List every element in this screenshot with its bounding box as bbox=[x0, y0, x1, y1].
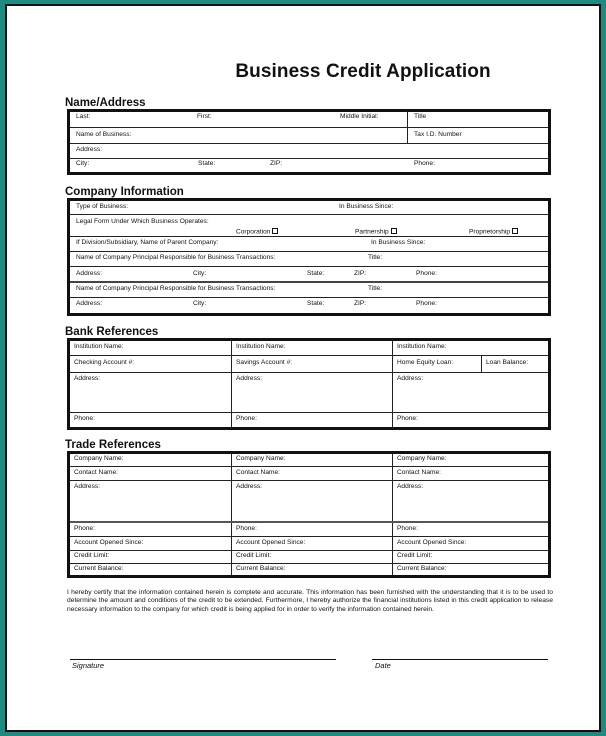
document-frame bbox=[5, 4, 601, 732]
trade-1-address-cell[interactable] bbox=[70, 481, 232, 521]
type-of-business-row bbox=[70, 201, 548, 215]
savings-account-field[interactable]: Savings Account #: bbox=[236, 359, 293, 366]
bank-1-institution-field[interactable]: Institution Name: bbox=[74, 343, 124, 350]
address-field[interactable]: Address: bbox=[76, 146, 103, 153]
trade-2-company-field[interactable]: Company Name: bbox=[236, 455, 286, 462]
state-field[interactable]: State: bbox=[198, 160, 216, 167]
trade-1-company-cell[interactable] bbox=[70, 454, 232, 466]
trade-3-opened-field[interactable]: Account Opened Since: bbox=[397, 539, 467, 546]
trade-refs-table bbox=[67, 451, 551, 578]
section-heading-company-info: Company Information bbox=[65, 186, 184, 198]
bank-3-institution-cell[interactable] bbox=[393, 341, 548, 355]
signature-label: Signature bbox=[72, 661, 105, 670]
section-heading-bank-refs: Bank References bbox=[65, 326, 159, 338]
bank-1-address-cell[interactable] bbox=[70, 373, 232, 412]
bank-3-address-field[interactable]: Address: bbox=[397, 375, 424, 382]
trade-1-phone-cell[interactable] bbox=[70, 523, 232, 536]
bank-refs-table bbox=[67, 338, 551, 430]
section-heading-name-address: Name/Address bbox=[65, 97, 146, 109]
loan-balance-cell[interactable] bbox=[482, 356, 548, 372]
phone-field[interactable]: Phone: bbox=[414, 160, 435, 167]
parent-company-field[interactable]: If Division/Subsidiary, Name of Parent Company: bbox=[76, 239, 219, 246]
principal-2-address-field[interactable]: Address: bbox=[76, 300, 103, 307]
corporation-checkbox[interactable] bbox=[272, 228, 278, 234]
company-info-table bbox=[67, 198, 551, 316]
parent-company-row bbox=[70, 237, 548, 252]
city-row bbox=[70, 159, 548, 172]
principal-1-state-field[interactable]: State: bbox=[307, 270, 325, 277]
title-field[interactable]: Title bbox=[414, 113, 427, 120]
signature-line[interactable] bbox=[70, 659, 336, 660]
trade-3-contact-cell[interactable] bbox=[393, 467, 548, 480]
trade-company-row bbox=[70, 454, 548, 467]
name-row bbox=[70, 112, 548, 128]
checking-account-cell[interactable] bbox=[70, 356, 232, 372]
bank-2-address-cell[interactable] bbox=[232, 373, 393, 412]
proprietorship-checkbox[interactable] bbox=[512, 228, 518, 234]
principal-1-row bbox=[70, 252, 548, 267]
trade-1-opened-cell[interactable] bbox=[70, 537, 232, 550]
partnership-option[interactable] bbox=[355, 228, 397, 237]
trade-contact-row bbox=[70, 467, 548, 481]
home-equity-cell bbox=[393, 356, 548, 372]
trade-credit-limit-row bbox=[70, 551, 548, 564]
bank-2-phone-cell[interactable] bbox=[232, 413, 393, 427]
trade-2-company-cell[interactable] bbox=[232, 454, 393, 466]
principal-2-row bbox=[70, 283, 548, 298]
trade-2-opened-cell[interactable] bbox=[232, 537, 393, 550]
checking-account-field[interactable]: Checking Account #: bbox=[74, 359, 135, 366]
principal-1-title-field[interactable]: Title: bbox=[368, 254, 383, 261]
bank-1-address-field[interactable]: Address: bbox=[74, 375, 101, 382]
principal-2-name-field[interactable]: Name of Company Principal Responsible for Business Transactions: bbox=[76, 285, 276, 292]
trade-2-phone-field[interactable]: Phone: bbox=[236, 525, 257, 532]
principal-1-zip-field[interactable]: ZIP: bbox=[354, 270, 367, 277]
bank-address-row bbox=[70, 373, 548, 413]
trade-1-credit-limit-cell[interactable] bbox=[70, 551, 232, 563]
trade-2-opened-field[interactable]: Account Opened Since: bbox=[236, 539, 306, 546]
partnership-label: Partnership bbox=[355, 228, 389, 236]
trade-balance-row bbox=[70, 564, 548, 575]
tax-id-field[interactable]: Tax I.D. Number bbox=[414, 131, 462, 138]
trade-2-contact-field[interactable]: Contact Name: bbox=[236, 469, 280, 476]
savings-account-cell[interactable] bbox=[232, 356, 393, 372]
trade-1-balance-field[interactable]: Current Balance: bbox=[74, 565, 124, 572]
trade-1-contact-field[interactable]: Contact Name: bbox=[74, 469, 118, 476]
home-equity-loan-field[interactable]: Home Equity Loan: bbox=[397, 359, 454, 366]
date-label: Date bbox=[375, 661, 391, 670]
principal-2-city-field[interactable]: City: bbox=[193, 300, 207, 307]
business-name-row bbox=[70, 128, 548, 144]
trade-opened-row bbox=[70, 537, 548, 551]
bank-2-institution-cell[interactable] bbox=[232, 341, 393, 355]
bank-3-phone-field[interactable]: Phone: bbox=[397, 415, 418, 422]
legal-form-row bbox=[70, 215, 548, 237]
trade-phone-row bbox=[70, 523, 548, 537]
trade-1-credit-limit-field[interactable]: Credit Limit: bbox=[74, 552, 110, 559]
trade-2-credit-limit-field[interactable]: Credit Limit: bbox=[236, 552, 272, 559]
parent-in-business-since-field[interactable]: In Business Since: bbox=[371, 239, 426, 246]
partnership-checkbox[interactable] bbox=[391, 228, 397, 234]
principal-2-state-field[interactable]: State: bbox=[307, 300, 325, 307]
in-business-since-field[interactable]: In Business Since: bbox=[339, 203, 394, 210]
trade-1-contact-cell[interactable] bbox=[70, 467, 232, 480]
name-address-table bbox=[67, 109, 551, 175]
trade-3-balance-field[interactable]: Current Balance: bbox=[397, 565, 447, 572]
bank-2-phone-field[interactable]: Phone: bbox=[236, 415, 257, 422]
bank-institution-row bbox=[70, 341, 548, 356]
bank-1-phone-cell[interactable] bbox=[70, 413, 232, 427]
last-name-field[interactable]: Last: bbox=[76, 113, 91, 120]
trade-2-phone-cell[interactable] bbox=[232, 523, 393, 536]
trade-3-address-cell[interactable] bbox=[393, 481, 548, 521]
trade-1-phone-field[interactable]: Phone: bbox=[74, 525, 95, 532]
trade-3-credit-limit-field[interactable]: Credit Limit: bbox=[397, 552, 433, 559]
trade-1-address-field[interactable]: Address: bbox=[74, 483, 101, 490]
trade-3-company-cell[interactable] bbox=[393, 454, 548, 466]
credit-application-page bbox=[7, 6, 599, 730]
trade-2-credit-limit-cell[interactable] bbox=[232, 551, 393, 563]
trade-1-company-field[interactable]: Company Name: bbox=[74, 455, 124, 462]
page-title: Business Credit Application bbox=[235, 61, 491, 82]
bank-2-address-field[interactable]: Address: bbox=[236, 375, 263, 382]
loan-balance-field[interactable]: Loan Balance: bbox=[486, 359, 529, 366]
corporation-label: Corporation bbox=[236, 228, 271, 236]
trade-2-balance-field[interactable]: Current Balance: bbox=[236, 565, 286, 572]
section-heading-trade-refs: Trade References bbox=[65, 439, 161, 451]
home-equity-loan-cell[interactable] bbox=[393, 356, 482, 372]
principal-1-phone-field[interactable]: Phone: bbox=[416, 270, 437, 277]
principal-1-address-field[interactable]: Address: bbox=[76, 270, 103, 277]
date-line[interactable] bbox=[372, 659, 548, 660]
principal-2-phone-field[interactable]: Phone: bbox=[416, 300, 437, 307]
bank-phone-row bbox=[70, 413, 548, 427]
bank-1-phone-field[interactable]: Phone: bbox=[74, 415, 95, 422]
bank-1-institution-cell[interactable] bbox=[70, 341, 232, 355]
business-name-field[interactable]: Name of Business: bbox=[76, 131, 132, 138]
principal-2-zip-field[interactable]: ZIP: bbox=[354, 300, 367, 307]
bank-3-address-cell[interactable] bbox=[393, 373, 548, 412]
trade-2-address-cell[interactable] bbox=[232, 481, 393, 521]
city-field[interactable]: City: bbox=[76, 160, 90, 167]
bank-2-institution-field[interactable]: Institution Name: bbox=[236, 343, 286, 350]
legal-form-label: Legal Form Under Which Business Operates: bbox=[76, 218, 209, 225]
corporation-option[interactable] bbox=[236, 228, 278, 237]
principal-2-address-row bbox=[70, 298, 548, 313]
trade-3-balance-cell[interactable] bbox=[393, 564, 548, 575]
type-of-business-field[interactable]: Type of Business: bbox=[76, 203, 129, 210]
principal-1-city-field[interactable]: City: bbox=[193, 270, 207, 277]
address-row bbox=[70, 144, 548, 159]
certification-text: I hereby certify that the information contained herein is complete and accurate. This information has been furnished with the understanding that it is to be used to determine the amount and conditions of the credit to be extended. Furthermore, I hereby authorize the financial institutions listed in this credit application to release necessary information to the company for which credit is being applied for in order to verify the information contained herein. bbox=[67, 589, 553, 613]
trade-address-row bbox=[70, 481, 548, 523]
trade-3-address-field[interactable]: Address: bbox=[397, 483, 424, 490]
bank-account-row bbox=[70, 356, 548, 373]
zip-field[interactable]: ZIP: bbox=[270, 160, 283, 167]
proprietorship-option[interactable] bbox=[469, 228, 518, 237]
middle-initial-field[interactable]: Middle Initial: bbox=[340, 113, 379, 120]
bank-3-institution-field[interactable]: Institution Name: bbox=[397, 343, 447, 350]
bank-3-phone-cell[interactable] bbox=[393, 413, 548, 427]
principal-1-address-row bbox=[70, 267, 548, 283]
trade-3-phone-field[interactable]: Phone: bbox=[397, 525, 418, 532]
trade-2-address-field[interactable]: Address: bbox=[236, 483, 263, 490]
first-name-field[interactable]: First: bbox=[197, 113, 212, 120]
trade-3-opened-cell[interactable] bbox=[393, 537, 548, 550]
trade-3-company-field[interactable]: Company Name: bbox=[397, 455, 447, 462]
trade-3-contact-field[interactable]: Contact Name: bbox=[397, 469, 441, 476]
principal-2-title-field[interactable]: Title: bbox=[368, 285, 383, 292]
trade-3-phone-cell[interactable] bbox=[393, 523, 548, 536]
trade-1-balance-cell[interactable] bbox=[70, 564, 232, 575]
principal-1-name-field[interactable]: Name of Company Principal Responsible for Business Transactions: bbox=[76, 254, 276, 261]
trade-3-credit-limit-cell[interactable] bbox=[393, 551, 548, 563]
trade-2-contact-cell[interactable] bbox=[232, 467, 393, 480]
trade-2-balance-cell[interactable] bbox=[232, 564, 393, 575]
trade-1-opened-field[interactable]: Account Opened Since: bbox=[74, 539, 144, 546]
proprietorship-label: Proprietorship bbox=[469, 228, 511, 236]
